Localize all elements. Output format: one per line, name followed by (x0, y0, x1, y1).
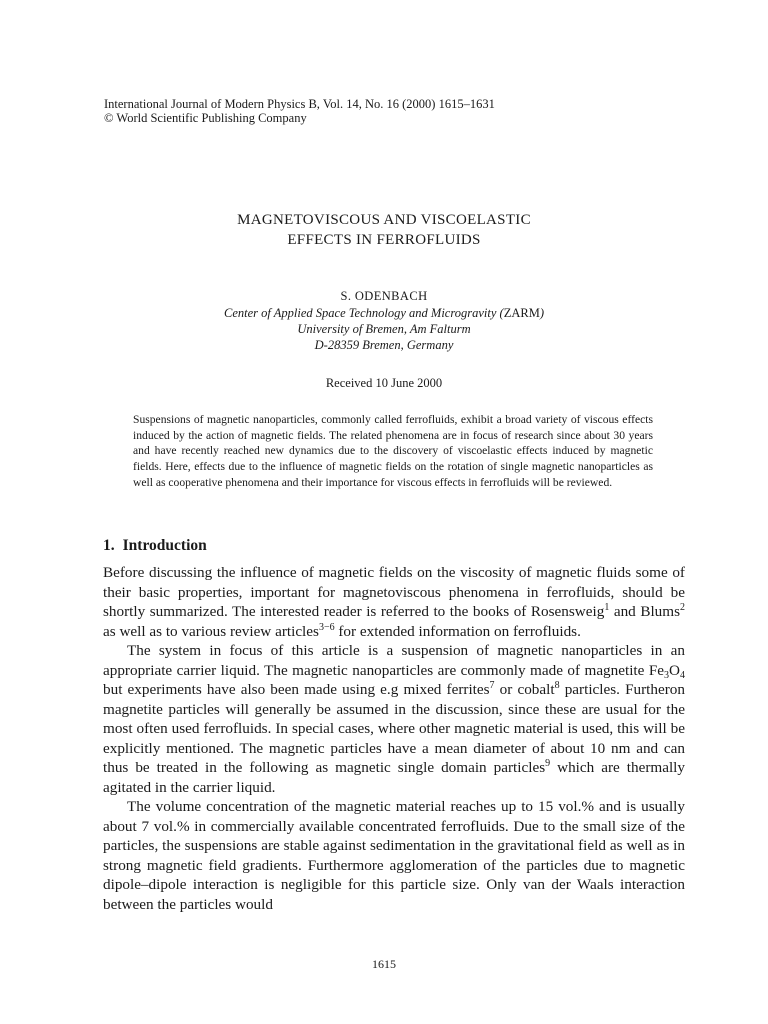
section-title: Introduction (122, 537, 207, 554)
journal-citation: International Journal of Modern Physics B, Vol. 14, No. 16 (2000) 1615–1631 (104, 97, 495, 111)
section-number: 1. (103, 537, 115, 554)
author-name: S. ODENBACH (340, 289, 428, 303)
citation-ref: 9 (545, 758, 551, 769)
paragraph-3: The volume concentration of the magnetic material reaches up to 15 vol.% and is usually about 7 vol.% in commercially available concentrated ferrofluids. Due to the small size of the particles, the suspensions are stable against sedimentation in the gravitational field as well as in strong magnetic field gradients. Furthermore agglomeration of the particles due to magnetic dipole–dipole interaction is negligible for this particle size. Only van der Waals interaction between the particles would (103, 798, 685, 913)
affiliation-line-2: University of Bremen, Am Falturm (297, 322, 471, 336)
paragraph-2: The system in focus of this article is a suspension of magnetic nanoparticles in an appropriate carrier liquid. The magnetic nanoparticles are commonly made of magnetite $Fe_3O_4$ but experiments have also been made using e.g mixed ferrites$^7$ or cobalt$^8$ particles. Furtheron magnetite particles will generally be assumed in the discussion, since these are usual for the most often used ferrofluids. In special cases, where other magnetic material is used, this will be explicitly mentioned. The magnetic particles have a mean diameter of about 10 nm and can thus be treated in the following as magnetic single domain particles$^9$ which are thermally agitated in the carrier liquid. (103, 642, 685, 796)
body-text (103, 563, 685, 914)
citation-ref: 7 (489, 680, 495, 691)
citation-ref: 2 (679, 602, 685, 613)
page-number: 1615 (372, 957, 396, 971)
copyright-notice: © World Scientific Publishing Company (104, 111, 307, 125)
paragraph-1: Before discussing the influence of magnetic fields on the viscosity of magnetic fluids some of their basic properties, important for magnetoviscous phenomena in ferrofluids, should be shortly summarized. The interested reader is referred to the books of Rosensweig$^1$ and Blums$^2$ as well as to various review articles$^{3-6}$ for extended information on ferrofluids. (103, 564, 685, 640)
section-heading-introduction (103, 537, 207, 555)
citation-ref: 3−6 (318, 621, 335, 633)
affiliation-line-3: D-28359 Bremen, Germany (314, 338, 454, 352)
paper-title-line-1: MAGNETOVISCOUS AND VISCOELASTIC (237, 212, 531, 228)
abstract: Suspensions of magnetic nanoparticles, commonly called ferrofluids, exhibit a broad variety of viscous effects induced by the action of magnetic fields. The related phenomena are in focus of research since about 30 years and have recently reached new dynamics due to the discovery of viscoelastic effects induced by magnetic fields. Here, effects due to the influence of magnetic fields on the rotation of single magnetic nanoparticles as well as cooperative phenomena and their importance for viscous effects in ferrofluids will be reviewed. (133, 413, 653, 489)
received-date: Received 10 June 2000 (325, 376, 443, 390)
citation-ref: 8 (554, 680, 560, 691)
affiliation-line-1: Center of Applied Space Technology and Microgravity (ZARM) (224, 306, 544, 320)
citation-ref: 1 (604, 602, 610, 613)
paper-title-line-2: EFFECTS IN FERROFLUIDS (287, 232, 481, 248)
